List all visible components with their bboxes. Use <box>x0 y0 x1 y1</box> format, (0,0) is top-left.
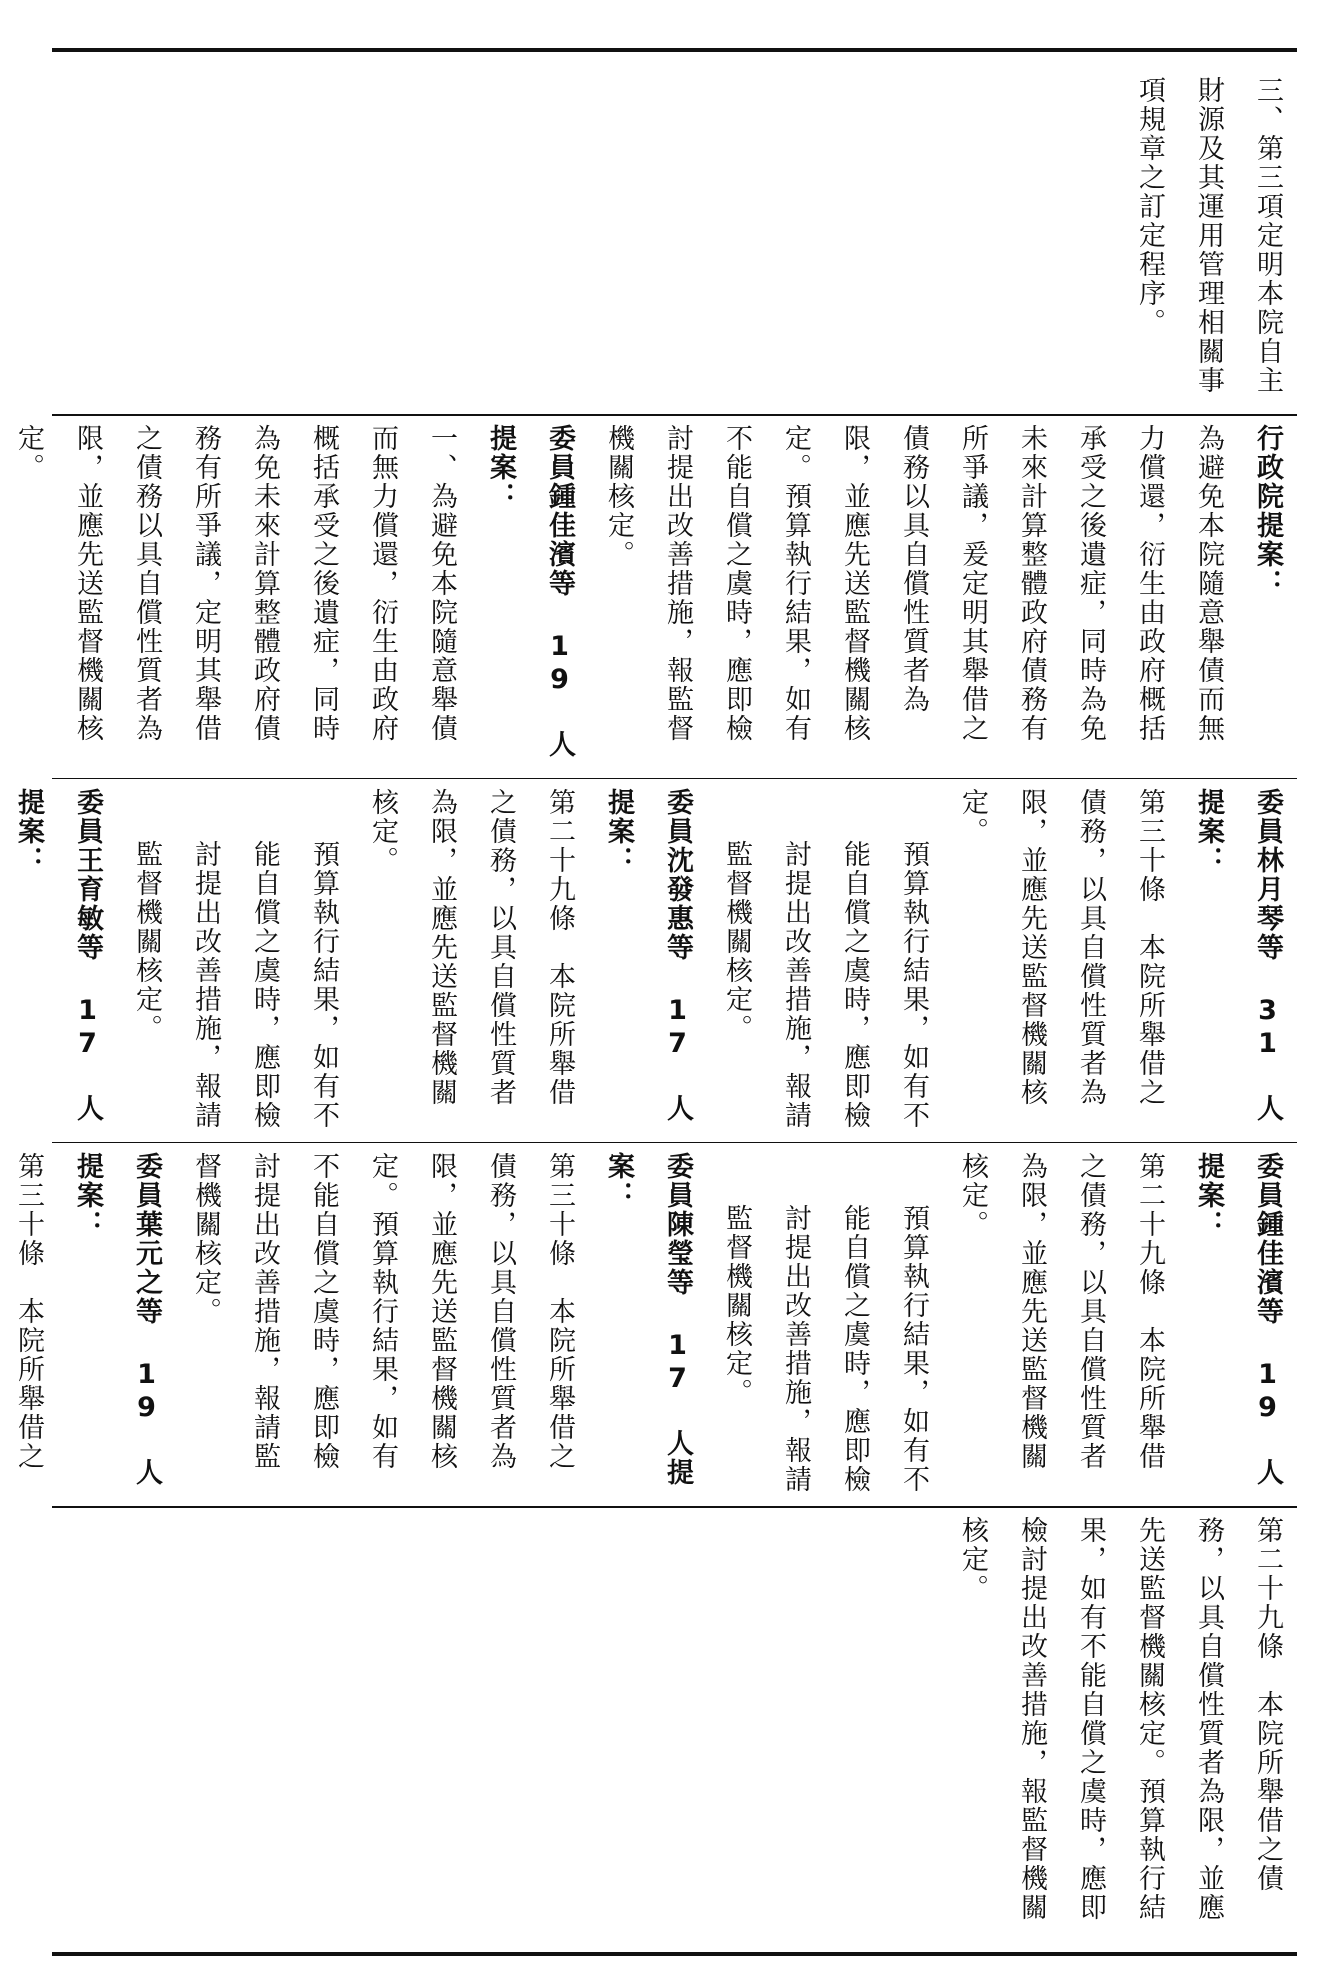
cell-committee-proposals-b <box>13 1144 1297 1506</box>
row-divider <box>52 1142 1297 1143</box>
cell-executive-body <box>13 416 1297 778</box>
proposal-paragraph: 第二十九條 本院所舉借之債務，以具自償性質者為限，並應先送監督機關核定。預算執行結果，如有不能自償之虞時，應即檢討提出改善措施，報監督機關核定。 <box>957 1516 1283 1922</box>
proposal-heading: 委員葉元之等 19 人提案： <box>72 1152 162 1487</box>
proposal-paragraph: 預算執行結果，如有不能自償之虞時，應即檢討提出改善措施，報請監督機關核定。 <box>131 840 339 1130</box>
proposal-heading: 行政院提案： <box>1252 424 1283 598</box>
proposal-paragraph: 預算執行結果，如有不能自償之虞時，應即檢討提出改善措施，報請監督機關核定。 <box>721 1204 929 1494</box>
cell-notes-body <box>52 54 1297 428</box>
proposal-paragraph: 一、為避免本院隨意舉債而無力償還，衍生由政府概括承受之後遺症，同時為免未來計算整體政府債務有所爭議，定明其舉借之債務以具自償性質者為限，並應先送監督機關核定。 <box>13 424 457 743</box>
proposal-heading: 委員林月琴等 31 人提案： <box>1193 788 1283 1123</box>
proposal-heading: 委員鍾佳濱等 19 人提案： <box>485 424 575 759</box>
cell-current-body <box>52 1508 1297 1952</box>
cell-committee-b-body <box>13 1144 1297 1506</box>
cell-current-article <box>52 1508 1297 1952</box>
cell-committee-a-body <box>13 780 1297 1142</box>
table-bottom-border <box>52 1952 1297 1956</box>
proposal-paragraph: 第三十條 本院所舉借之 <box>13 1152 44 1471</box>
proposal-paragraph: 三、第三項定明本院自主財源及其運用管理相關事項規章之訂定程序。 <box>1134 76 1283 395</box>
proposal-paragraph: 第三十條 本院所舉借之債務，以具自償性質者為限，並應先送監督機關核定。預算執行結果，如有不能自償之虞時，應即檢討提出改善措施，報請監督機關核定。 <box>190 1152 575 1471</box>
proposal-heading: 委員陳瑩等 17 人提案： <box>603 1152 693 1487</box>
row-divider <box>52 778 1297 779</box>
proposal-paragraph: 第二十九條 本院所舉借之債務，以具自償性質者為限，並應先送監督機關核定。 <box>957 1152 1165 1471</box>
proposal-paragraph: 預算執行結果，如有不能自償之虞時，應即檢討提出改善措施，報請監督機關核定。 <box>721 840 929 1130</box>
proposal-paragraph: 第三十條 本院所舉借之債務，以具自償性質者為限，並應先送監督機關核定。 <box>957 788 1165 1107</box>
proposal-heading: 委員王育敏等 17 人提案： <box>13 788 103 1123</box>
cell-committee-proposals-a <box>13 780 1297 1142</box>
table-top-border <box>52 48 1297 52</box>
document-table <box>13 48 1297 1956</box>
cell-executive-proposal <box>13 416 1297 778</box>
proposal-paragraph: 為避免本院隨意舉債而無力償還，衍生由政府概括承受之後遺症，同時為免未來計算整體政府債務有所爭議，爰定明其舉借之債務以具自償性質者為限，並應先送監督機關核定。預算執行結果，如有不能自償之虞時，應即檢討提出改善措施，報監督機關核定。 <box>603 424 1224 743</box>
cell-notes <box>52 54 1297 414</box>
proposal-heading: 委員沈發惠等 17 人提案： <box>603 788 693 1123</box>
proposal-heading: 委員鍾佳濱等 19 人提案： <box>1193 1152 1283 1487</box>
proposal-paragraph: 第二十九條 本院所舉借之債務，以具自償性質者為限，並應先送監督機關核定。 <box>367 788 575 1107</box>
